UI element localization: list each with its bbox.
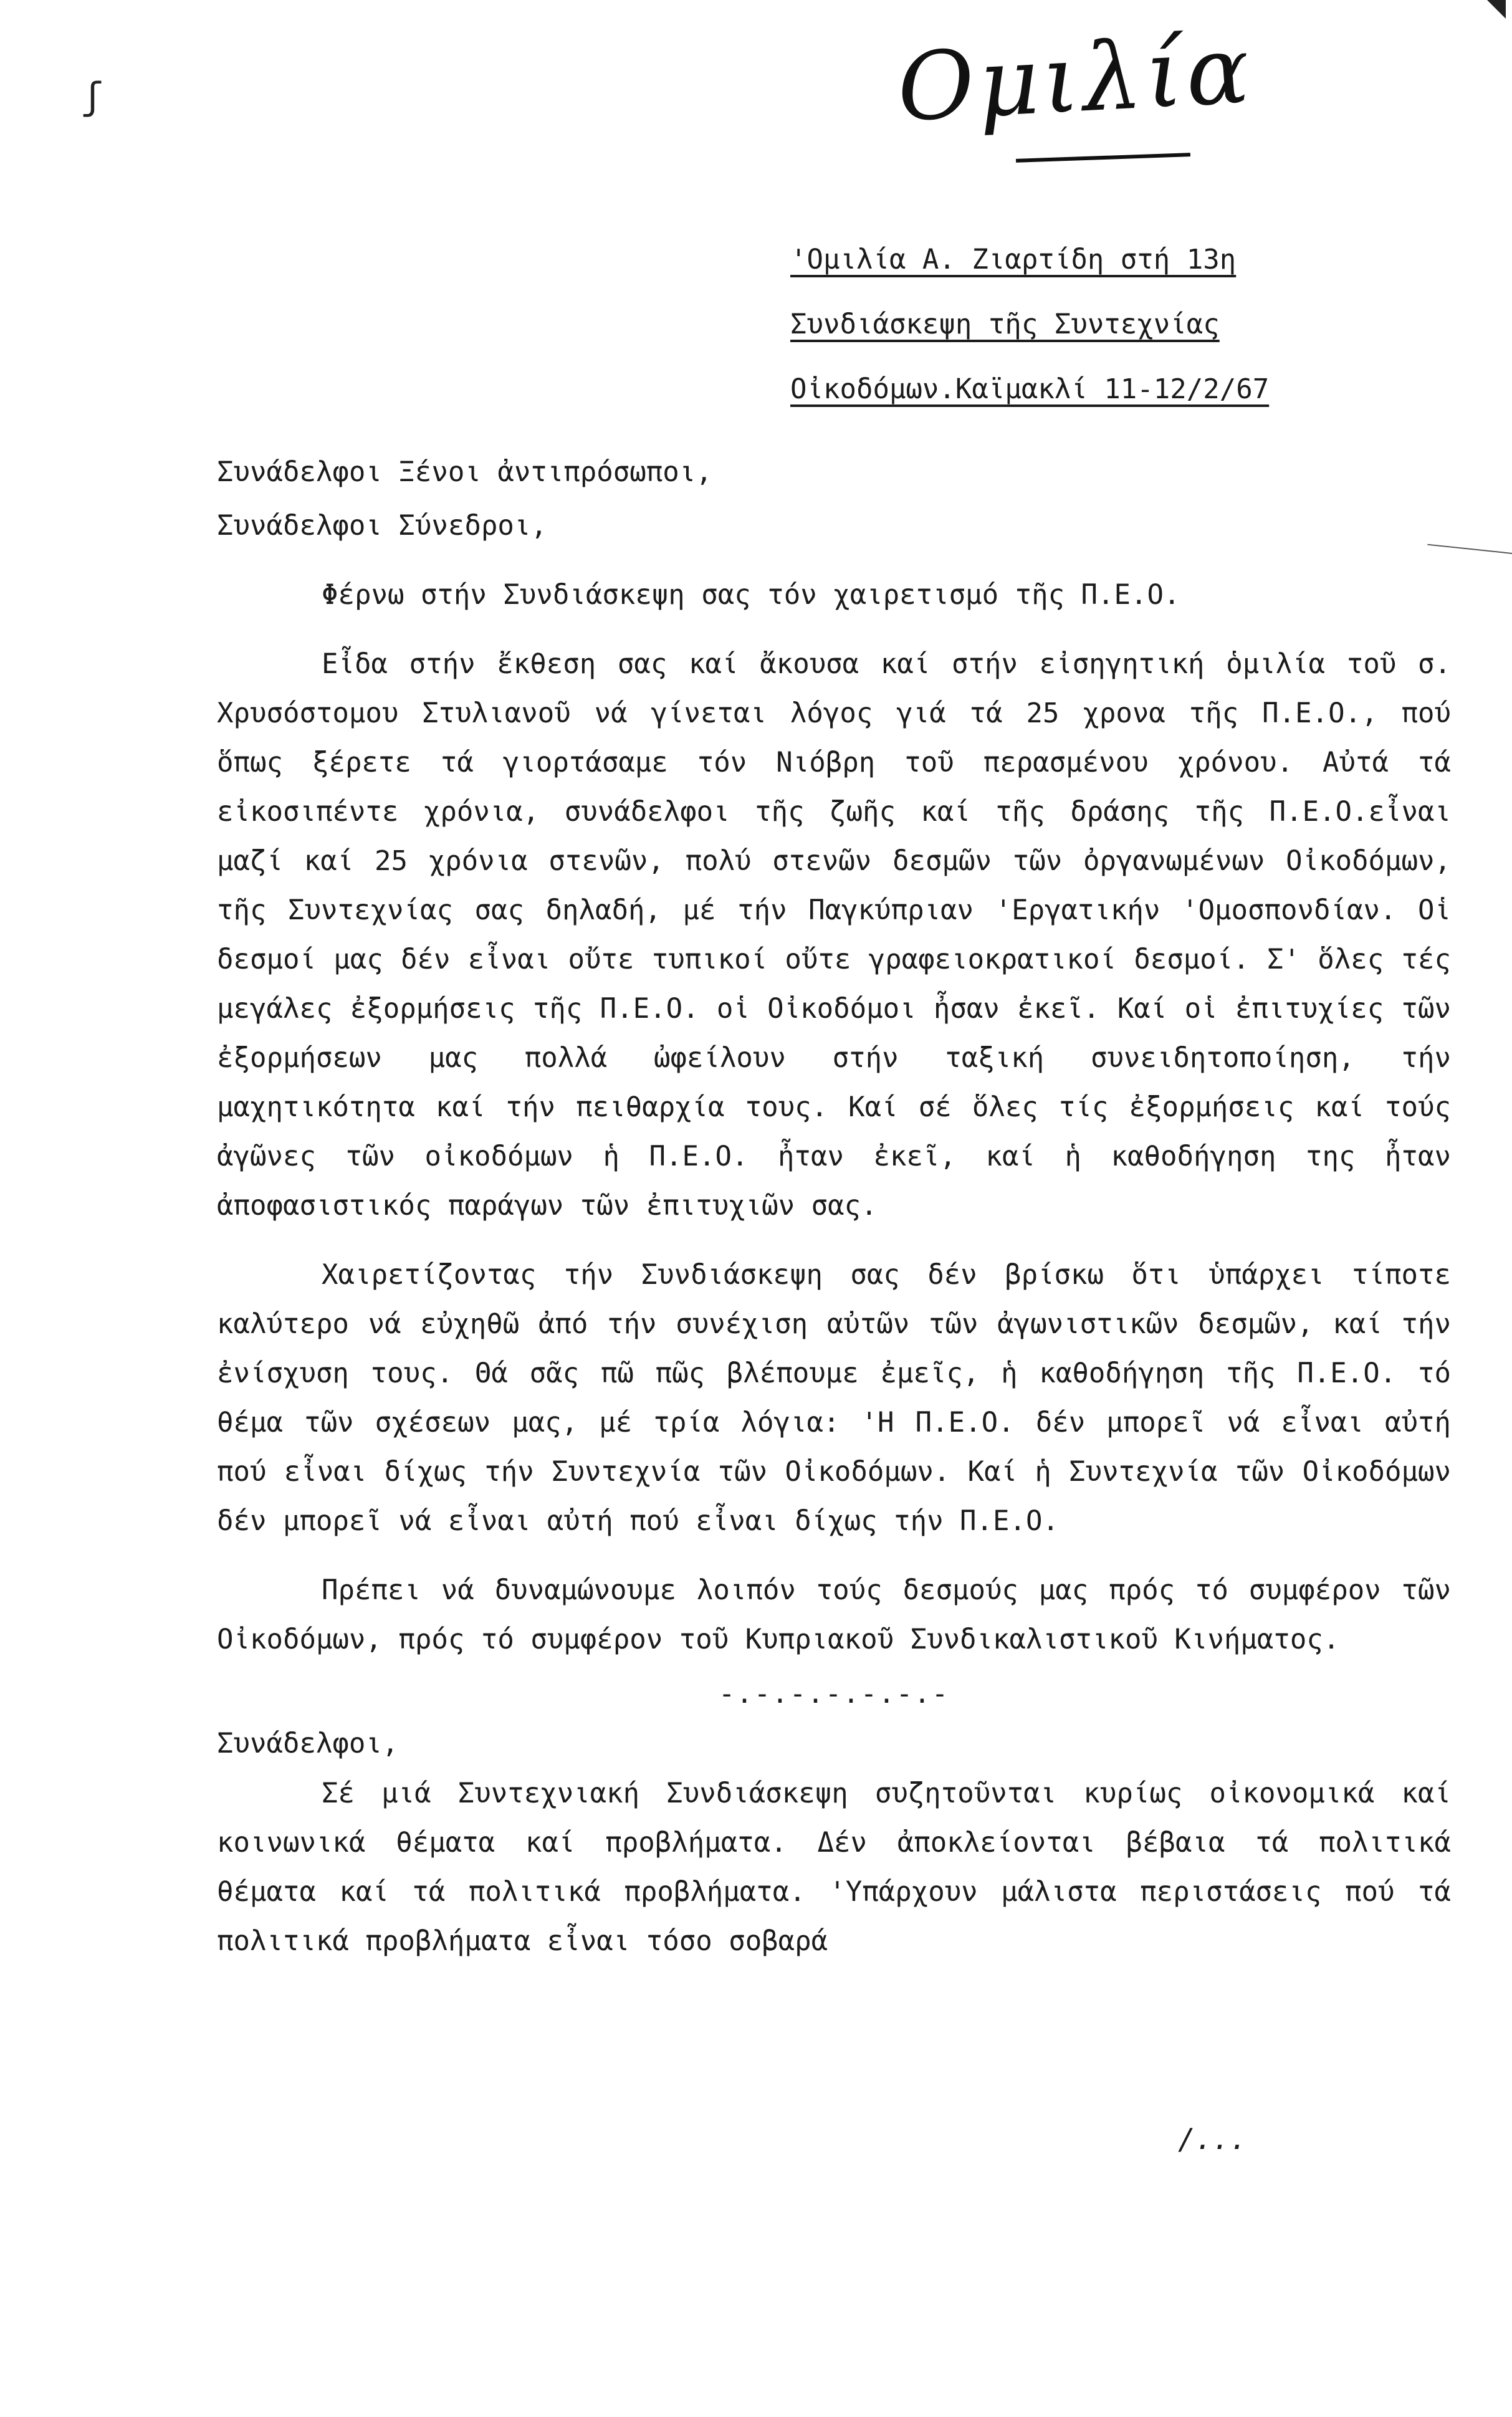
- edge-dash-mark: [1427, 544, 1512, 555]
- salutation-block: [217, 446, 1214, 553]
- heading-line-1: 'Ομιλία Α. Ζιαρτίδη στή 13η: [790, 244, 1237, 275]
- heading-line-2: Συνδιάσκεψη τῆς Συντεχνίας: [790, 309, 1220, 340]
- paragraph-greeting: Φέρνω στήν Συνδιάσκεψη σας τόν χαιρετισμό τῆς Π.Ε.Ο.: [322, 579, 1180, 611]
- section-separator: -.-.-.-.-.-.-: [718, 1678, 950, 1710]
- handwritten-title-underline: [1016, 153, 1190, 163]
- heading-line-3: Οἰκοδόμων.Καϊμακλί 11-12/2/67: [790, 373, 1270, 405]
- paragraph-greeting-conference: Χαιρετίζοντας τήν Συνδιάσκεψη σας δέν βρίσκω ὅτι ὑπάρχει τίποτε καλύτερο νά εὐχηθῶ ἀπό τήν συνέχιση αὐτῶν τῶν ἀγωνιστικῶν δεσμῶν, καί τήν ἐνίσχυση τους. Θά σᾶς πῶ πῶς βλέπουμε ἐμεῖς, ἡ καθοδήγηση τῆς Π.Ε.Ο. τό θέμα τῶν σχέσεων μας, μέ τρία λόγια: 'Η Π.Ε.Ο. δέν μπορεῖ νά εἶναι αὐτή πού εἶναι δίχως τήν Συντεχνία τῶν Οἰκοδόμων. Καί ἡ Συντεχνία τῶν Οἰκοδόμων δέν μπορεῖ νά εἶναι αὐτή πού εἶναι δίχως τήν Π.Ε.Ο.: [217, 1259, 1451, 1537]
- paragraph-25-years: Εἶδα στήν ἔκθεση σας καί ἄκουσα καί στήν εἰσηγητική ὁμιλία τοῦ σ. Χρυσόστομου Στυλιανοῦ νά γίνεται λόγος γιά τά 25 χρονα τῆς Π.Ε.Ο., πού ὅπως ξέρετε τά γιορτάσαμε τόν Νιόβρη τοῦ περασμένου χρόνου. Αὐτά τά εἰκοσιπέντε χρόνια, συνάδελφοι τῆς ζωῆς καί τῆς δράσης τῆς Π.Ε.Ο.εἶναι μαζί καί 25 χρόνια στενῶν, πολύ στενῶν δεσμῶν τῶν ὀργανωμένων Οἰκοδόμων, τῆς Συντεχνίας σας δηλαδή, μέ τήν Παγκύπριαν 'Εργατικήν 'Ομοσπονδίαν. Οἱ δεσμοί μας δέν εἶναι οὔτε τυπικοί οὔτε γραφειοκρατικοί δεσμοί. Σ' ὅλες τές μεγάλες ἐξορμήσεις τῆς Π.Ε.Ο. οἱ Οἰκοδόμοι ἦσαν ἐκεῖ. Καί οἱ ἐπιτυχίες τῶν ἐξορμήσεων μας πολλά ὠφείλουν στήν ταξική συνειδητοποίηση, τήν μαχητικότητα καί τήν πειθαρχία τους. Καί σέ ὅλες τίς ἐξορμήσεις καί τούς ἀγῶνες τῶν οἰκοδόμων ἡ Π.Ε.Ο. ἦταν ἐκεῖ, καί ἡ καθοδήγηση της ἦταν ἀποφασιστικός παράγων τῶν ἐπιτυχιῶν σας.: [217, 648, 1451, 1222]
- page-continuation-mark: /...: [1178, 2122, 1247, 2156]
- speech-heading: [790, 227, 1414, 422]
- second-address: Συνάδελφοι,: [217, 1728, 399, 1759]
- speech-body: [217, 570, 1451, 1966]
- handwritten-title: Ομιλία: [894, 16, 1256, 143]
- salutation-line-2: Συνάδελφοι Σύνεδροι,: [217, 510, 547, 542]
- margin-pen-mark: ʃ: [81, 75, 104, 118]
- corner-scan-mark: [1487, 0, 1506, 19]
- paragraph-political-issues: Σέ μιά Συντεχνιακή Συνδιάσκεψη συζητοῦνται κυρίως οἰκονομικά καί κοινωνικά θέματα καί προβλήματα. Δέν ἀποκλείονται βέβαια τά πολιτικά θέματα καί τά πολιτικά προβλήματα. 'Υπάρχουν μάλιστα περιστάσεις πού τά πολιτικά προβλήματα εἶναι τόσο σοβαρά: [217, 1778, 1451, 1957]
- salutation-line-1: Συνάδελφοι Ξένοι ἀντιπρόσωποι,: [217, 456, 712, 488]
- paragraph-strengthen-ties: Πρέπει νά δυναμώνουμε λοιπόν τούς δεσμούς μας πρός τό συμφέρον τῶν Οἰκοδόμων, πρός τό συμφέρον τοῦ Κυπριακοῦ Συνδικαλιστικοῦ Κινήματος.: [217, 1574, 1451, 1655]
